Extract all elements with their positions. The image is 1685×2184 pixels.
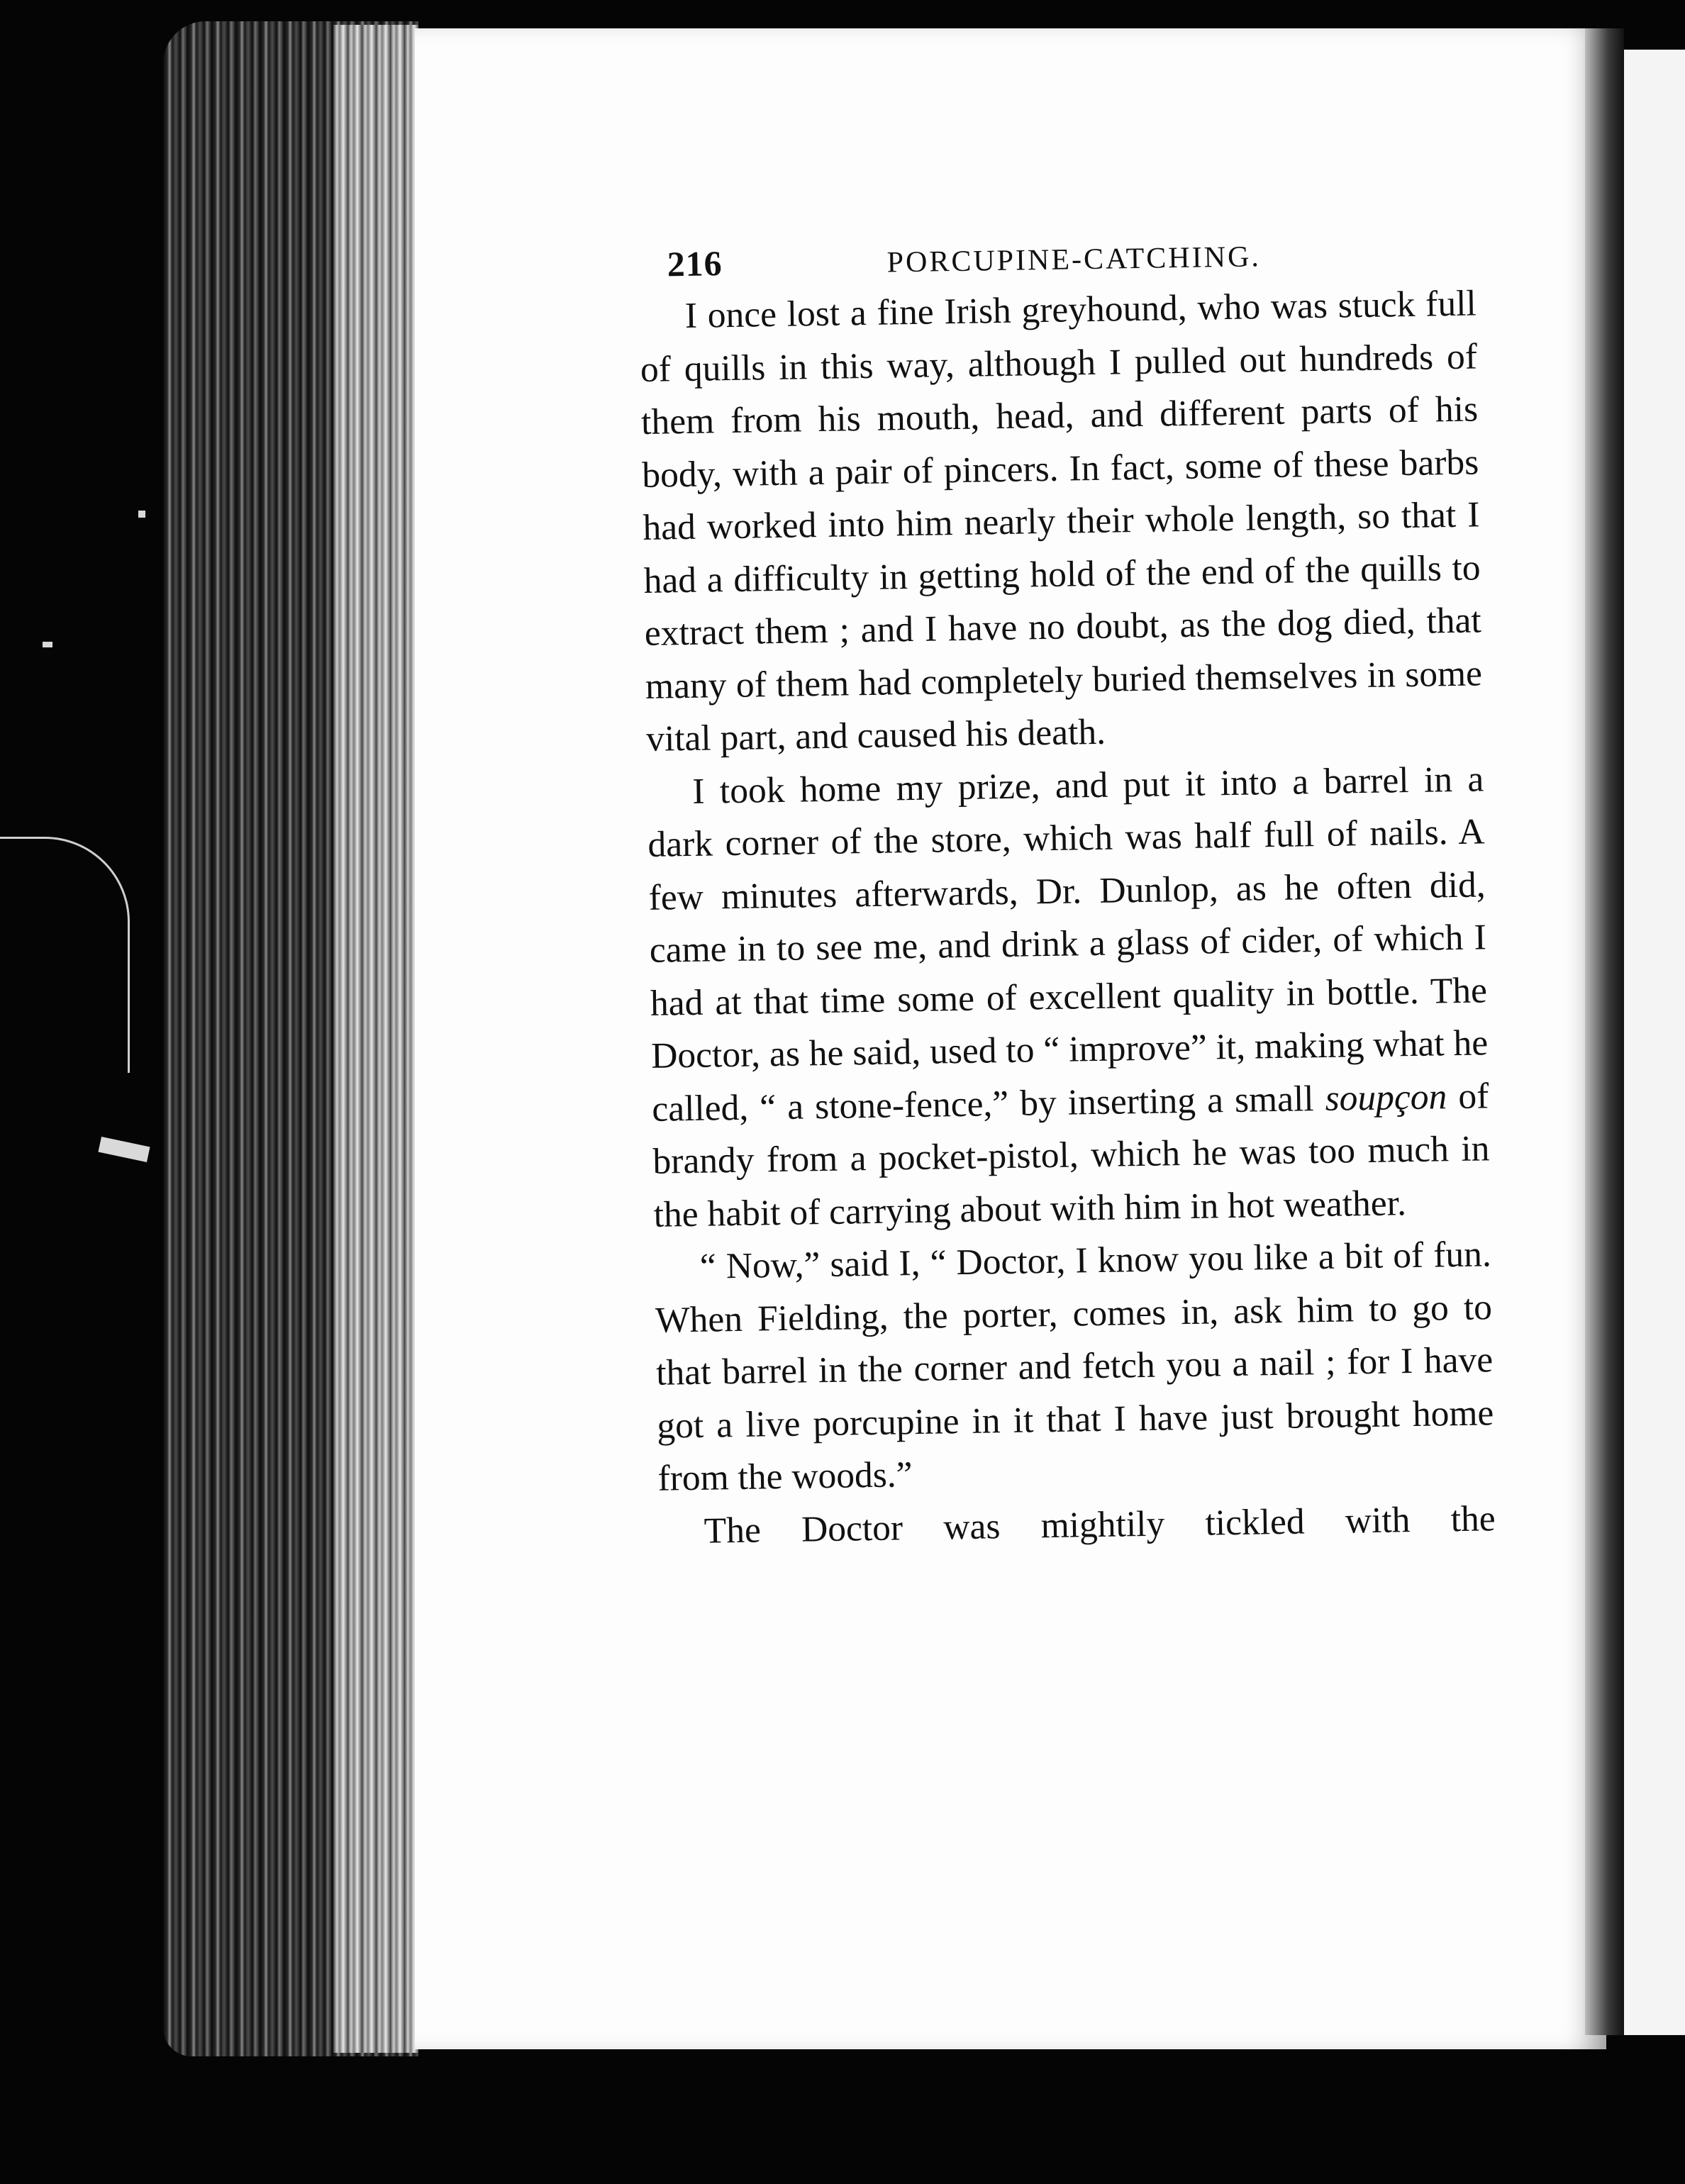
italic-term: soupçon (1325, 1076, 1447, 1119)
paragraph: The Doctor was mightily tickled with the (704, 1498, 1496, 1551)
paragraph: I once lost a fine Irish greyhound, who was stuck full of quills in this way, although I pulled out hundreds of them from his mouth, head, and different parts of his body, with a pair of pincers. In fact, some of these barbs had worked into him nearly their whole length, so that I had a difficulty in getting hold of the end of the quills to extract them ; and I have no doubt, as the dog died, that many of them had completely buried themselves in some vital part, and caused his death. (640, 283, 1483, 759)
facing-page-edge (1624, 50, 1685, 2035)
margin-speck (138, 511, 145, 518)
running-head-title: PORCUPINE-CATCHING. (886, 240, 1262, 279)
body-text (639, 277, 1496, 1558)
margin-speck (43, 642, 52, 647)
gutter-shadow (1585, 28, 1624, 2035)
paragraph (647, 753, 1491, 1242)
page-text-block (638, 221, 1496, 1558)
paragraph-text: of brandy from a pocket-pistol, which he was too much in the habit of carrying about with him in hot weather. (652, 1075, 1490, 1235)
margin-speck (98, 1137, 150, 1162)
margin-curl-mark (0, 837, 130, 1073)
paragraph-text: I took home my prize, and put it into a barrel in a dark corner of the store, which was half full of nails. A few minutes afterwards, Dr. Dunlop, as he often did, came in to see me, and drink a glass of cider, of which I had at that time some of excellent quality in bottle. The Doctor, as he said, used to “ improve” it, making what he called, “ a stone-fence,” by inserting a small (647, 758, 1489, 1130)
book-page-edges-light (333, 25, 418, 2053)
page-number: 216 (667, 243, 723, 284)
paragraph: “ Now,” said I, “ Doctor, I know you like a bit of fun. When Fielding, the porter, comes in, ask him to go to that barrel in the corner and fetch you a nail ; for I have got a live porcupine in it that I have just brought home from the woods.” (655, 1234, 1494, 1499)
